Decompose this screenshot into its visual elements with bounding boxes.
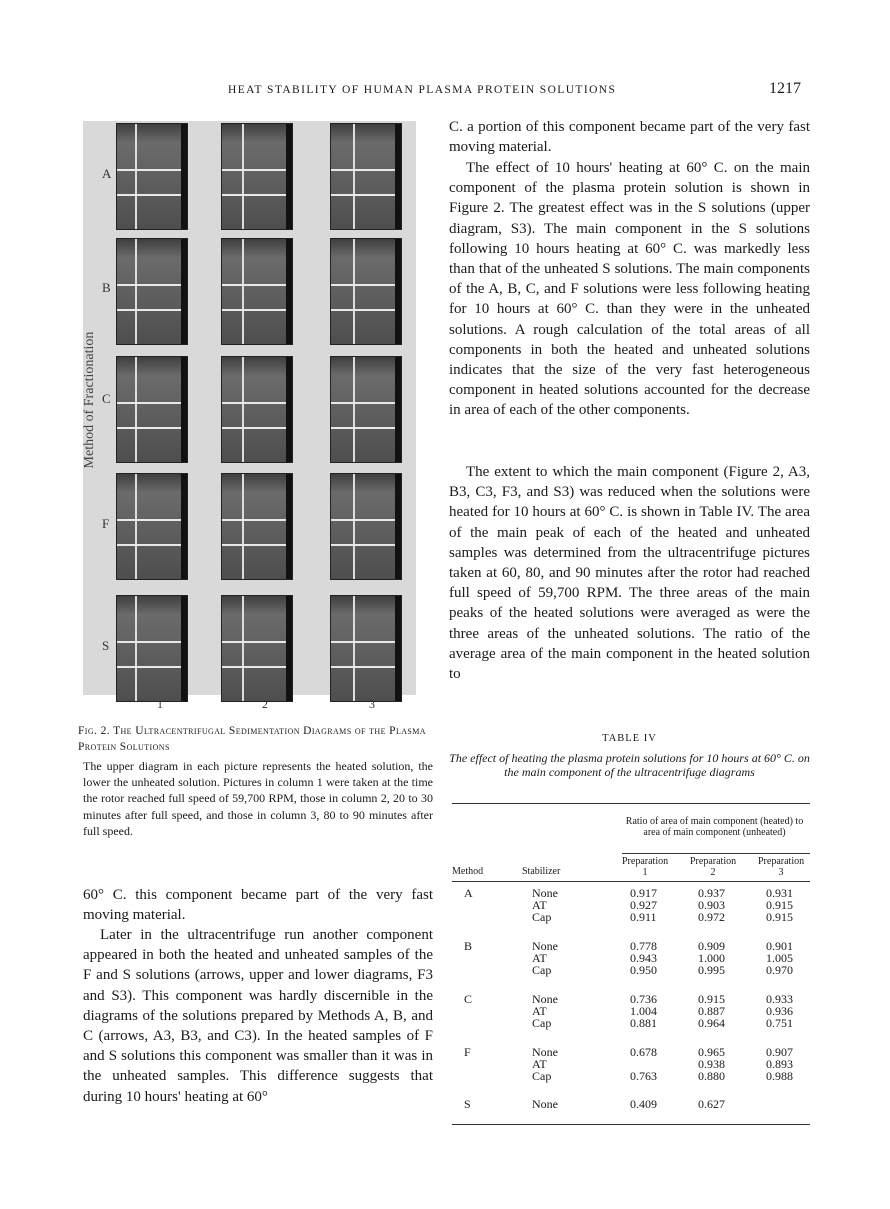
figure-row-label: S	[102, 638, 110, 653]
heated-trace	[222, 402, 292, 404]
table-ratio-cell: 0.965	[698, 1045, 725, 1059]
panel-edge	[181, 596, 187, 701]
meniscus-line	[135, 124, 137, 229]
table-label: TABLE IV	[602, 733, 657, 744]
table-caption: The effect of heating the plasma protein solutions for 10 hours at 60° C. on the main component of the ultracentrifuge diagrams	[449, 751, 810, 779]
sedimentation-diagram-panel	[330, 595, 402, 702]
table-stabilizer-cell: AT	[532, 1004, 547, 1018]
meniscus-line	[242, 124, 244, 229]
meniscus-line	[353, 596, 355, 701]
table-stabilizer-cell: None	[532, 992, 558, 1006]
table-ratio-cell: 0.988	[766, 1069, 793, 1083]
table-ratio-cell: 1.000	[698, 951, 725, 965]
table-ratio-cell: 0.943	[630, 951, 657, 965]
unheated-trace	[222, 544, 292, 546]
table-ratio-cell: 0.627	[698, 1097, 725, 1111]
sedimentation-diagram-panel	[330, 473, 402, 580]
heated-trace	[117, 402, 187, 404]
table-ratio-cell: 0.901	[766, 939, 793, 953]
panel-edge	[181, 357, 187, 462]
table-ratio-cell: 0.950	[630, 963, 657, 977]
unheated-trace	[222, 194, 292, 196]
unheated-trace	[222, 666, 292, 668]
unheated-trace	[331, 666, 401, 668]
table-method-cell: C	[464, 992, 473, 1006]
table-ratio-cell: 0.972	[698, 910, 725, 924]
heated-trace	[331, 402, 401, 404]
sedimentation-diagram-panel	[221, 238, 293, 345]
table-method-cell: A	[464, 886, 473, 900]
sedimentation-diagram-panel	[116, 473, 188, 580]
meniscus-line	[242, 474, 244, 579]
unheated-trace	[117, 666, 187, 668]
sedimentation-diagram-panel	[221, 356, 293, 463]
table-method-cell: S	[464, 1097, 471, 1111]
unheated-trace	[331, 194, 401, 196]
table-ratio-cell: 0.887	[698, 1004, 725, 1018]
sedimentation-diagram-panel	[221, 473, 293, 580]
table-method-cell: B	[464, 939, 473, 953]
table-header-prep3: Preparation 3	[758, 856, 805, 878]
meniscus-line	[353, 474, 355, 579]
table-header-rule	[452, 881, 810, 882]
panel-edge	[181, 239, 187, 344]
meniscus-line	[353, 239, 355, 344]
table-ratio-cell: 0.915	[698, 992, 725, 1006]
figure-2-photograph	[83, 121, 416, 695]
figure-column-label: 3	[369, 697, 375, 711]
table-ratio-cell: 0.915	[766, 910, 793, 924]
body-paragraph: C. a portion of this component became part of the very fast moving material.	[449, 119, 810, 156]
table-ratio-cell: 0.907	[766, 1045, 793, 1059]
table-spanner-header: Ratio of area of main component (heated) to area of main component (unheated)	[625, 816, 804, 838]
table-ratio-cell: 0.751	[766, 1016, 793, 1030]
figure-caption-title: Fig. 2. The Ultracentrifugal Sedimentation Diagrams of the Plasma Protein Solutions	[78, 725, 426, 753]
table-stabilizer-cell: None	[532, 1045, 558, 1059]
running-header	[0, 82, 890, 102]
table-ratio-cell: 0.937	[698, 886, 725, 900]
sedimentation-diagram-panel	[330, 238, 402, 345]
sedimentation-diagram-panel	[330, 123, 402, 230]
meniscus-line	[242, 596, 244, 701]
panel-edge	[286, 239, 292, 344]
unheated-trace	[117, 427, 187, 429]
table-stabilizer-cell: None	[532, 939, 558, 953]
heated-trace	[222, 519, 292, 521]
unheated-trace	[117, 194, 187, 196]
table-stabilizer-cell: AT	[532, 898, 547, 912]
table-ratio-cell: 0.763	[630, 1069, 657, 1083]
unheated-trace	[117, 309, 187, 311]
table-stabilizer-cell: Cap	[532, 1016, 552, 1030]
meniscus-line	[353, 357, 355, 462]
body-paragraph: The extent to which the main component (Figure 2, A3, B3, C3, F3, and S3) was reduced when the solutions were heated for 10 hours at 60° C. is shown in Table IV. The area of the main peak of each of the heated and unheated samples was determined from the ultracentrifuge pictures taken at 60, 80, and 90 minutes after the rotor had reached full speed of 59,700 RPM. The three areas of the main peaks of the heated solutions were averaged as were the three areas of the unheated solutions. The ratio of the average area of the main component in the heated solution to	[449, 464, 810, 683]
figure-row-label: F	[102, 516, 110, 531]
body-paragraph: The effect of 10 hours' heating at 60° C. on the main component of the plasma protein solution is shown in Figure 2. The greatest effect was in the S solutions (upper diagram, S3). The main component in the S solutions following 10 hours heating at 60° C. was markedly less than that of the unheated S solutions. The main components of the A, B, C, and F solutions were less following heating for 10 hours at 60° C. than they were in the unheated solutions. A rough calculation of the total areas of all components in both the heated and unheated solutions indicates that the size of the very fast heterogeneous component in heated solutions accounted for the decrease in area of each of the other components.	[449, 160, 810, 419]
table-ratio-cell: 1.004	[630, 1004, 657, 1018]
table-ratio-cell: 0.778	[630, 939, 657, 953]
table-ratio-cell: 0.409	[630, 1097, 657, 1111]
table-stabilizer-cell: None	[532, 886, 558, 900]
table-top-rule	[452, 803, 810, 804]
figure-y-axis-label: Method of Fractionation	[82, 331, 97, 469]
meniscus-line	[135, 596, 137, 701]
table-ratio-cell: 0.678	[630, 1045, 657, 1059]
page-number: 1217	[769, 80, 801, 97]
table-ratio-cell: 0.917	[630, 886, 657, 900]
table-ratio-cell: 0.933	[766, 992, 793, 1006]
panel-edge	[181, 124, 187, 229]
table-ratio-cell: 0.880	[698, 1069, 725, 1083]
running-title: HEAT STABILITY OF HUMAN PLASMA PROTEIN SOLUTIONS	[228, 84, 617, 96]
table-ratio-cell: 0.938	[698, 1057, 725, 1071]
figure-column-label: 2	[262, 697, 268, 711]
figure-column-label: 1	[157, 697, 163, 711]
panel-edge	[395, 357, 401, 462]
unheated-trace	[117, 544, 187, 546]
table-header-prep2: Preparation 2	[690, 856, 737, 878]
meniscus-line	[135, 357, 137, 462]
unheated-trace	[331, 427, 401, 429]
heated-trace	[331, 641, 401, 643]
panel-edge	[395, 474, 401, 579]
heated-trace	[222, 641, 292, 643]
panel-edge	[181, 474, 187, 579]
heated-trace	[117, 284, 187, 286]
figure-row-label: C	[102, 391, 111, 406]
heated-trace	[331, 169, 401, 171]
body-paragraph: 60° C. this component became part of the very fast moving material.	[83, 887, 433, 924]
table-ratio-cell: 0.909	[698, 939, 725, 953]
table-header-stabilizer: Stabilizer	[522, 866, 561, 877]
panel-edge	[286, 474, 292, 579]
heated-trace	[331, 284, 401, 286]
table-stabilizer-cell: Cap	[532, 1069, 552, 1083]
heated-trace	[117, 641, 187, 643]
table-ratio-cell: 0.927	[630, 898, 657, 912]
panel-edge	[395, 124, 401, 229]
meniscus-line	[242, 357, 244, 462]
sedimentation-diagram-panel	[116, 123, 188, 230]
table-stabilizer-cell: Cap	[532, 910, 552, 924]
table-ratio-cell: 1.005	[766, 951, 793, 965]
panel-edge	[395, 239, 401, 344]
heated-trace	[222, 169, 292, 171]
table-ratio-cell: 0.931	[766, 886, 793, 900]
panel-edge	[395, 596, 401, 701]
unheated-trace	[331, 544, 401, 546]
table-spanner-rule	[622, 853, 810, 854]
table-ratio-cell: 0.881	[630, 1016, 657, 1030]
heated-trace	[117, 169, 187, 171]
panel-edge	[286, 357, 292, 462]
table-ratio-cell: 0.736	[630, 992, 657, 1006]
table-ratio-cell: 0.936	[766, 1004, 793, 1018]
panel-edge	[286, 124, 292, 229]
heated-trace	[222, 284, 292, 286]
sedimentation-diagram-panel	[116, 595, 188, 702]
table-ratio-cell: 0.893	[766, 1057, 793, 1071]
unheated-trace	[222, 427, 292, 429]
table-ratio-cell: 0.911	[630, 910, 657, 924]
unheated-trace	[222, 309, 292, 311]
unheated-trace	[331, 309, 401, 311]
figure-row-label: A	[102, 166, 112, 181]
sedimentation-diagram-panel	[221, 595, 293, 702]
table-method-cell: F	[464, 1045, 471, 1059]
table-ratio-cell: 0.995	[698, 963, 725, 977]
table-stabilizer-cell: AT	[532, 951, 547, 965]
table-ratio-cell: 0.964	[698, 1016, 725, 1030]
meniscus-line	[353, 124, 355, 229]
sedimentation-diagram-panel	[330, 356, 402, 463]
table-ratio-cell: 0.903	[698, 898, 725, 912]
sedimentation-diagram-panel	[221, 123, 293, 230]
panel-edge	[286, 596, 292, 701]
table-header-method: Method	[452, 866, 484, 877]
table-ratio-cell: 0.915	[766, 898, 793, 912]
sedimentation-diagram-panel	[116, 356, 188, 463]
table-header-prep1: Preparation 1	[622, 856, 669, 878]
meniscus-line	[135, 474, 137, 579]
meniscus-line	[242, 239, 244, 344]
figure-row-label: B	[102, 280, 111, 295]
meniscus-line	[135, 239, 137, 344]
body-paragraph: Later in the ultracentrifuge run another component appeared in both the heated and unheated samples of the F and S solutions (arrows, upper and lower diagrams, F3 and S3). This component was hardly discernible in the diagrams of the solutions prepared by Methods A, B, and C (arrows, A3, B3, and C3). In the heated samples of F and S solutions this component was smaller than it was in the unheated samples. This difference suggests that during 10 hours' heating at 60°	[83, 927, 433, 1105]
table-stabilizer-cell: None	[532, 1097, 558, 1111]
table-bottom-rule	[452, 1124, 810, 1125]
heated-trace	[331, 519, 401, 521]
table-stabilizer-cell: Cap	[532, 963, 552, 977]
sedimentation-diagram-panel	[116, 238, 188, 345]
heated-trace	[117, 519, 187, 521]
figure-caption-body: The upper diagram in each picture represents the heated solution, the lower the unheated solution. Pictures in column 1 were taken at the time the rotor reached full speed of 59,700 RPM, those in column 2, 20 to 30 minutes after full speed, and those in column 3, 80 to 90 minutes after full speed.	[83, 759, 433, 838]
table-ratio-cell: 0.970	[766, 963, 793, 977]
table-stabilizer-cell: AT	[532, 1057, 547, 1071]
